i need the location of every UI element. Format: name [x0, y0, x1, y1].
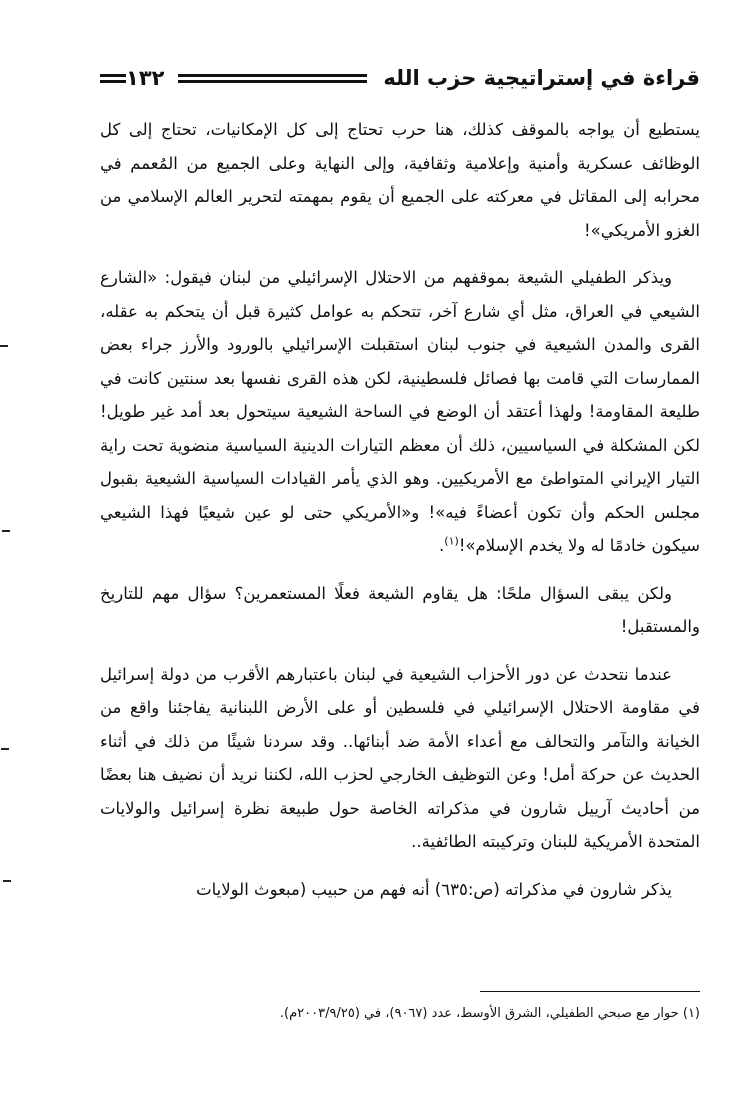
body-text [100, 113, 700, 920]
footnote-reference: (١) [444, 534, 459, 548]
paragraph-4: عندما نتحدث عن دور الأحزاب الشيعية في لبنان باعتبارهم الأقرب من دولة إسرائيل في مقاومة الاحتلال الإسرائيلي في فلسطين أو على الأرض اللبنانية يفاجئنا واقع من الخيانة والتآمر والتحالف مع أعداء الأمة ضد أبنائها.. وقد سردنا شيئًا من ذلك في أثناء الحديث عن حركة أمل! وعن التوظيف الخارجي لحزب الله، لكننا نريد أن نضيف هنا بعضًا من أحاديث آرييل شارون في مذكراته الخاصة حول طبيعة نظرة إسرائيل والولايات المتحدة الأمريكية للبنان وتركيبته الطائفية.. [100, 664, 700, 851]
margin-mark [1, 748, 9, 750]
margin-mark [3, 880, 11, 882]
header-title: قراءة في إستراتيجية حزب الله [383, 66, 700, 90]
paragraph-2: ويذكر الطفيلي الشيعة بموقفهم من الاحتلال الإسرائيلي من لبنان فيقول: «الشارع الشيعي في العراق، مثل أي شارع آخر، تتحكم به عوامل كثيرة قبل أن يتحكم به عقله، القرى والمدن الشيعية في جنوب لبنان استقبلت الإسرائيلي بالورود والأرز جراء بعض الممارسات التي قامت بها فصائل فلسطينية، لكن هذه القرى نفسها بعد سنتين كانت في طليعة المقاومة! ولهذا أعتقد أن الوضع في الساحة الشيعية سيتحول بعد أمد غير طويل! لكن المشكلة في السياسيين، ذلك أن معظم التيارات الدينية السياسية منضوية تحت راية التيار الإيراني المتواطئ مع الأمريكيين. وهو الذي يأمر القيادات السياسية الشيعية بقبول مجلس الحكم وأن تكون أعضاءً فيه»! و«الأمريكي حتى لو عين شيعيًا فهذا الشيعي سيكون خادمًا له ولا يخدم الإسلام»!$^{(١)}$. [100, 268, 700, 555]
margin-mark [0, 345, 8, 347]
margin-mark [2, 530, 10, 532]
header-end-mark [100, 74, 126, 83]
header-rule [178, 74, 367, 83]
paragraph-2-text: ويذكر الطفيلي الشيعة بموقفهم من الاحتلال الإسرائيلي من لبنان فيقول: «الشارع الشيعي في العراق، مثل أي شارع آخر، تتحكم به عوامل كثيرة قبل أن يتحكم به عقله، القرى والمدن الشيعية في جنوب لبنان استقبلت الإسرائيلي بالورود والأرز جراء بعض الممارسات التي قامت بها فصائل فلسطينية، لكن هذه القرى نفسها بعد سنتين كانت في طليعة المقاومة! ولهذا أعتقد أن الوضع في الساحة الشيعية سيتحول بعد أمد غير طويل! لكن المشكلة في السياسيين، ذلك أن معظم التيارات الدينية السياسية منضوية تحت راية التيار الإيراني المتواطئ مع الأمريكيين. وهو الذي يأمر القيادات السياسية الشيعية بقبول مجلس الحكم وأن تكون أعضاءً فيه»! و«الأمريكي حتى لو عين شيعيًا فهذا الشيعي سيكون خادمًا له ولا يخدم الإسلام»! [100, 268, 700, 555]
running-header [100, 58, 700, 98]
paragraph-1: يستطيع أن يواجه بالموقف كذلك، هنا حرب تحتاج إلى كل الإمكانيات، تحتاج إلى كل الوظائف عسكرية وأمنية وإعلامية وثقافية، وإلى النهاية وعلى الجميع من المُعمم في محرابه إلى المقاتل في معركته على الجميع أن يقوم بمهمته لتحرير العالم الإسلامي من الغزو الأمريكي»! [100, 120, 700, 240]
page-number: ١٣٢ [126, 66, 165, 90]
paragraph-3: ولكن يبقى السؤال ملحًا: هل يقاوم الشيعة فعلًا المستعمرين؟ سؤال مهم للتاريخ والمستقبل! [100, 583, 700, 636]
footnote-separator [480, 991, 700, 992]
footnote: (١) حوار مع صبحي الطفيلي، الشرق الأوسط، عدد (٩٠٦٧)، في (٢٠٠٣/٩/٢٥م). [279, 1006, 700, 1021]
paragraph-5: يذكر شارون في مذكراته (ص:٦٣٥) أنه فهم من حبيب (مبعوث الولايات [196, 879, 672, 899]
